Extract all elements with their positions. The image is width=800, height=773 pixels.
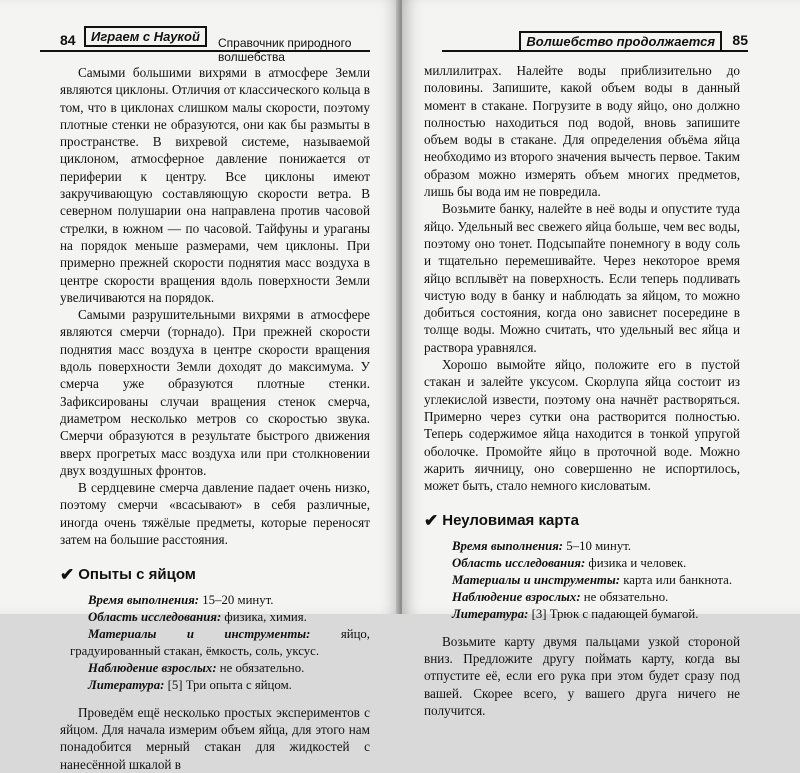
header-rule: [40, 50, 370, 52]
info-line: Наблюдение взрослых: не обязательно.: [88, 660, 305, 675]
info-line: Область исследования: физика, химия.: [88, 609, 307, 624]
paragraph: миллилитрах. Налейте воды приблизительно до половины. Запишите, какой объем воды в данный момент в стакане. Погрузите в воду яйцо, оно должно полностью находиться под водой, вновь запишите объем воды в стакане. Для определения объёма яйца необходимо из второго значения вычесть первое. Таким образом можно измерять объем многих предметов, лишь бы вода им не повредила.: [424, 63, 740, 200]
info-line: Литература: [5] Три опыта с яйцом.: [88, 677, 292, 692]
section-title: Неуловимая карта: [442, 512, 579, 530]
paragraph: Самыми разрушительными вихрями в атмосфере являются смерчи (торнадо). При прежней скорости поднятия масс воздуха в центре скорости вращения вдоль поверхности Земли доходят до максимума. У смерча уже образуются плотные стенки. Зафиксированы случаи вращения стенок смерча, диаметром несколько метров со скоростью звука. Смерчи образуются в результате быстрого движения вверх прогретых масс воздуха или при столкновении двух воздушных фронтов.: [60, 307, 370, 478]
info-line: Время выполнения: 15–20 минут.: [88, 592, 274, 607]
info-line: Область исследования: физика и человек.: [452, 555, 687, 570]
paragraph: Возьмите банку, налейте в неё воды и опустите туда яйцо. Удельный вес свежего яйца больше, чем вес воды, поэтому оно тонет. Подсыпайте понемногу в воду соль и тщательно перемешивайте. Через некоторое время яйцо всплывёт на поверхность. Если теперь подливать чистую воду в банку и наблюдать за яйцом, то можно добиться состояния, когда оно зависнет посередине в толще воды. Можно считать, что удельный вес яйца и раствора уравнялся.: [424, 201, 740, 355]
series-title: Волшебство продолжается: [519, 31, 722, 52]
checkmark-icon: ✔: [60, 565, 75, 585]
left-page-header: [40, 29, 370, 64]
info-line: Литература: [3] Трюк с падающей бумагой.: [452, 606, 699, 621]
book-title: Справочник природного волшебства: [218, 36, 352, 64]
header-rule: [442, 50, 748, 52]
info-line: Материалы и инструменты: яйцо, градуированный стакан, ёмкость, соль, уксус.: [70, 626, 371, 658]
paragraph: В сердцевине смерча давление падает очень низко, поэтому смерчи «всасывают» в себя различные, иногда очень тяжёлые предметы, которые переносят затем на большие расстояния.: [60, 480, 370, 548]
page-number: 85: [732, 32, 748, 48]
paragraph: Хорошо вымойте яйцо, положите его в пустой стакан и залейте уксусом. Скорлупа яйца состоит из углекислой извести, поэтому она начнёт растворяться. Примерно через сутки она растворится полностью. Теперь содержимое яйца находится в тонкой упругой оболочке. Промойте яйцо в проточной воде. Можно жарить яичницу, оно совершенно не испортилось, может быть, стало немного кисловатым.: [424, 357, 740, 494]
paragraph: Возьмите карту двумя пальцами узкой стороной вниз. Предложите другу поймать карту, когда вы отпустите её, если его рука при этом будет сразу под вашей. Скорее всего, у вашего друга ничего не получится.: [424, 633, 740, 718]
series-title: Играем с Наукой: [84, 26, 207, 47]
right-page: [402, 0, 800, 718]
left-page-body: [60, 64, 370, 773]
info-line: Наблюдение взрослых: не обязательно.: [452, 589, 669, 604]
info-line: Время выполнения: 5–10 минут.: [452, 538, 632, 553]
paragraph: Проведём ещё несколько простых экспериментов с яйцом. Для начала измерим объем яйца, для этого нам понадобится мерный стакан для жидкостей с нанесённой шкалой в: [60, 704, 370, 772]
page-number: 84: [60, 32, 76, 48]
section-title: Опыты с яйцом: [78, 566, 196, 584]
checkmark-icon: ✔: [424, 511, 439, 531]
section-heading: [60, 566, 370, 583]
paragraph: Самыми большими вихрями в атмосфере Земли являются циклоны. Отличия от классического кольца в том, что в циклонах слишком малы скорости, поэтому плотные стенки не образуются, они как бы размыты в пространстве. В вихревой системе, называемой циклоном, атмосферное давление понижается от периферии к центру. Все циклоны имеют закручивающую составляющую скорости ветра. В северном полушарии она направлена против часовой стрелки, в южном — по часовой. Тайфуны и ураганы на порядок меньше размерами, чем циклоны. При примерно прежней скорости поднятия масс воздуха в центре скорости вращения вдоль поверхности Земли увеличиваются на порядок.: [60, 65, 370, 305]
left-page: [0, 0, 400, 772]
section-heading: [424, 512, 740, 529]
right-page-body: [424, 62, 740, 719]
info-line: Материалы и инструменты: карта или банкнота.: [452, 572, 733, 587]
right-page-header: [442, 30, 748, 52]
